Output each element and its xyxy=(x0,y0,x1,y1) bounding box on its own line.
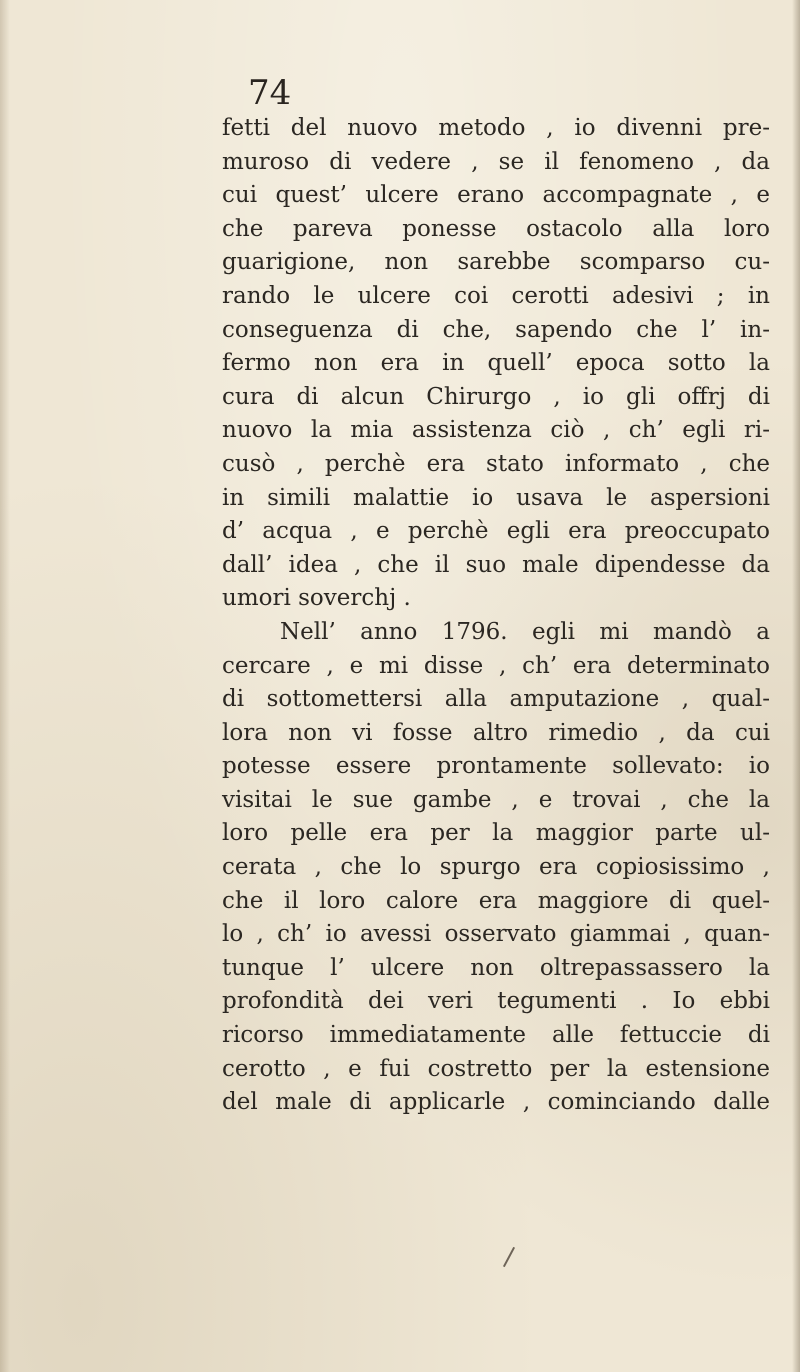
text-line: nuovo la mia assistenza ciò , ch’ egli ri- xyxy=(222,417,770,444)
text-line: cui quest’ ulcere erano accompagnate , e xyxy=(222,182,770,209)
text-line: del male di applicarle , cominciando dalle xyxy=(222,1089,770,1116)
body-text xyxy=(222,112,770,1120)
text-line: lora non vi fosse altro rimedio , da cui xyxy=(222,719,770,746)
text-line: profondità dei veri tegumenti . Io ebbi xyxy=(222,988,770,1015)
page-right-edge-shadow xyxy=(792,0,800,1372)
text-line: che il loro calore era maggiore di quel- xyxy=(222,887,770,914)
text-line: muroso di vedere , se il fenomeno , da xyxy=(222,148,770,175)
text-line: cercare , e mi disse , ch’ era determinato xyxy=(222,652,770,679)
text-line: cerata , che lo spurgo era copiosissimo , xyxy=(222,854,770,881)
text-line: di sottomettersi alla amputazione , qual- xyxy=(222,686,770,713)
text-line: ricorso immediatamente alle fettuccie di xyxy=(222,1022,770,1049)
text-line: fetti del nuovo metodo , io divenni pre- xyxy=(222,115,770,141)
text-line: guarigione, non sarebbe scomparso cu- xyxy=(222,249,770,276)
paragraph-start-line: Nell’ anno 1796. egli mi mandò a xyxy=(280,618,770,645)
text-line: conseguenza di che, sapendo che l’ in- xyxy=(222,316,770,343)
text-line: in simili malattie io usava le aspersioni xyxy=(222,484,770,511)
text-line: potesse essere prontamente sollevato: io xyxy=(222,753,770,780)
text-line: dall’ idea , che il suo male dipendesse da xyxy=(222,551,770,578)
page-number: 74 xyxy=(248,73,292,113)
page-left-edge-shadow xyxy=(0,0,10,1372)
text-line: loro pelle era per la maggior parte ul- xyxy=(222,820,770,847)
text-line: tunque l’ ulcere non oltrepassassero la xyxy=(222,954,770,981)
text-line: cusò , perchè era stato informato , che xyxy=(222,450,770,477)
paragraph-end-line: umori soverchj . xyxy=(222,585,411,612)
text-line: fermo non era in quell’ epoca sotto la xyxy=(222,350,770,377)
text-line: cerotto , e fui costretto per la estensione xyxy=(222,1055,770,1082)
text-line: lo , ch’ io avessi osservato giammai , quan- xyxy=(222,921,770,948)
text-line: visitai le sue gambe , e trovai , che la xyxy=(222,786,770,813)
text-line: cura di alcun Chirurgo , io gli offrj di xyxy=(222,383,770,410)
text-line: che pareva ponesse ostacolo alla loro xyxy=(222,215,770,242)
stray-pen-mark xyxy=(503,1247,515,1267)
text-line: d’ acqua , e perchè egli era preoccupato xyxy=(222,518,770,545)
text-line: rando le ulcere coi cerotti adesivi ; in xyxy=(222,282,770,309)
